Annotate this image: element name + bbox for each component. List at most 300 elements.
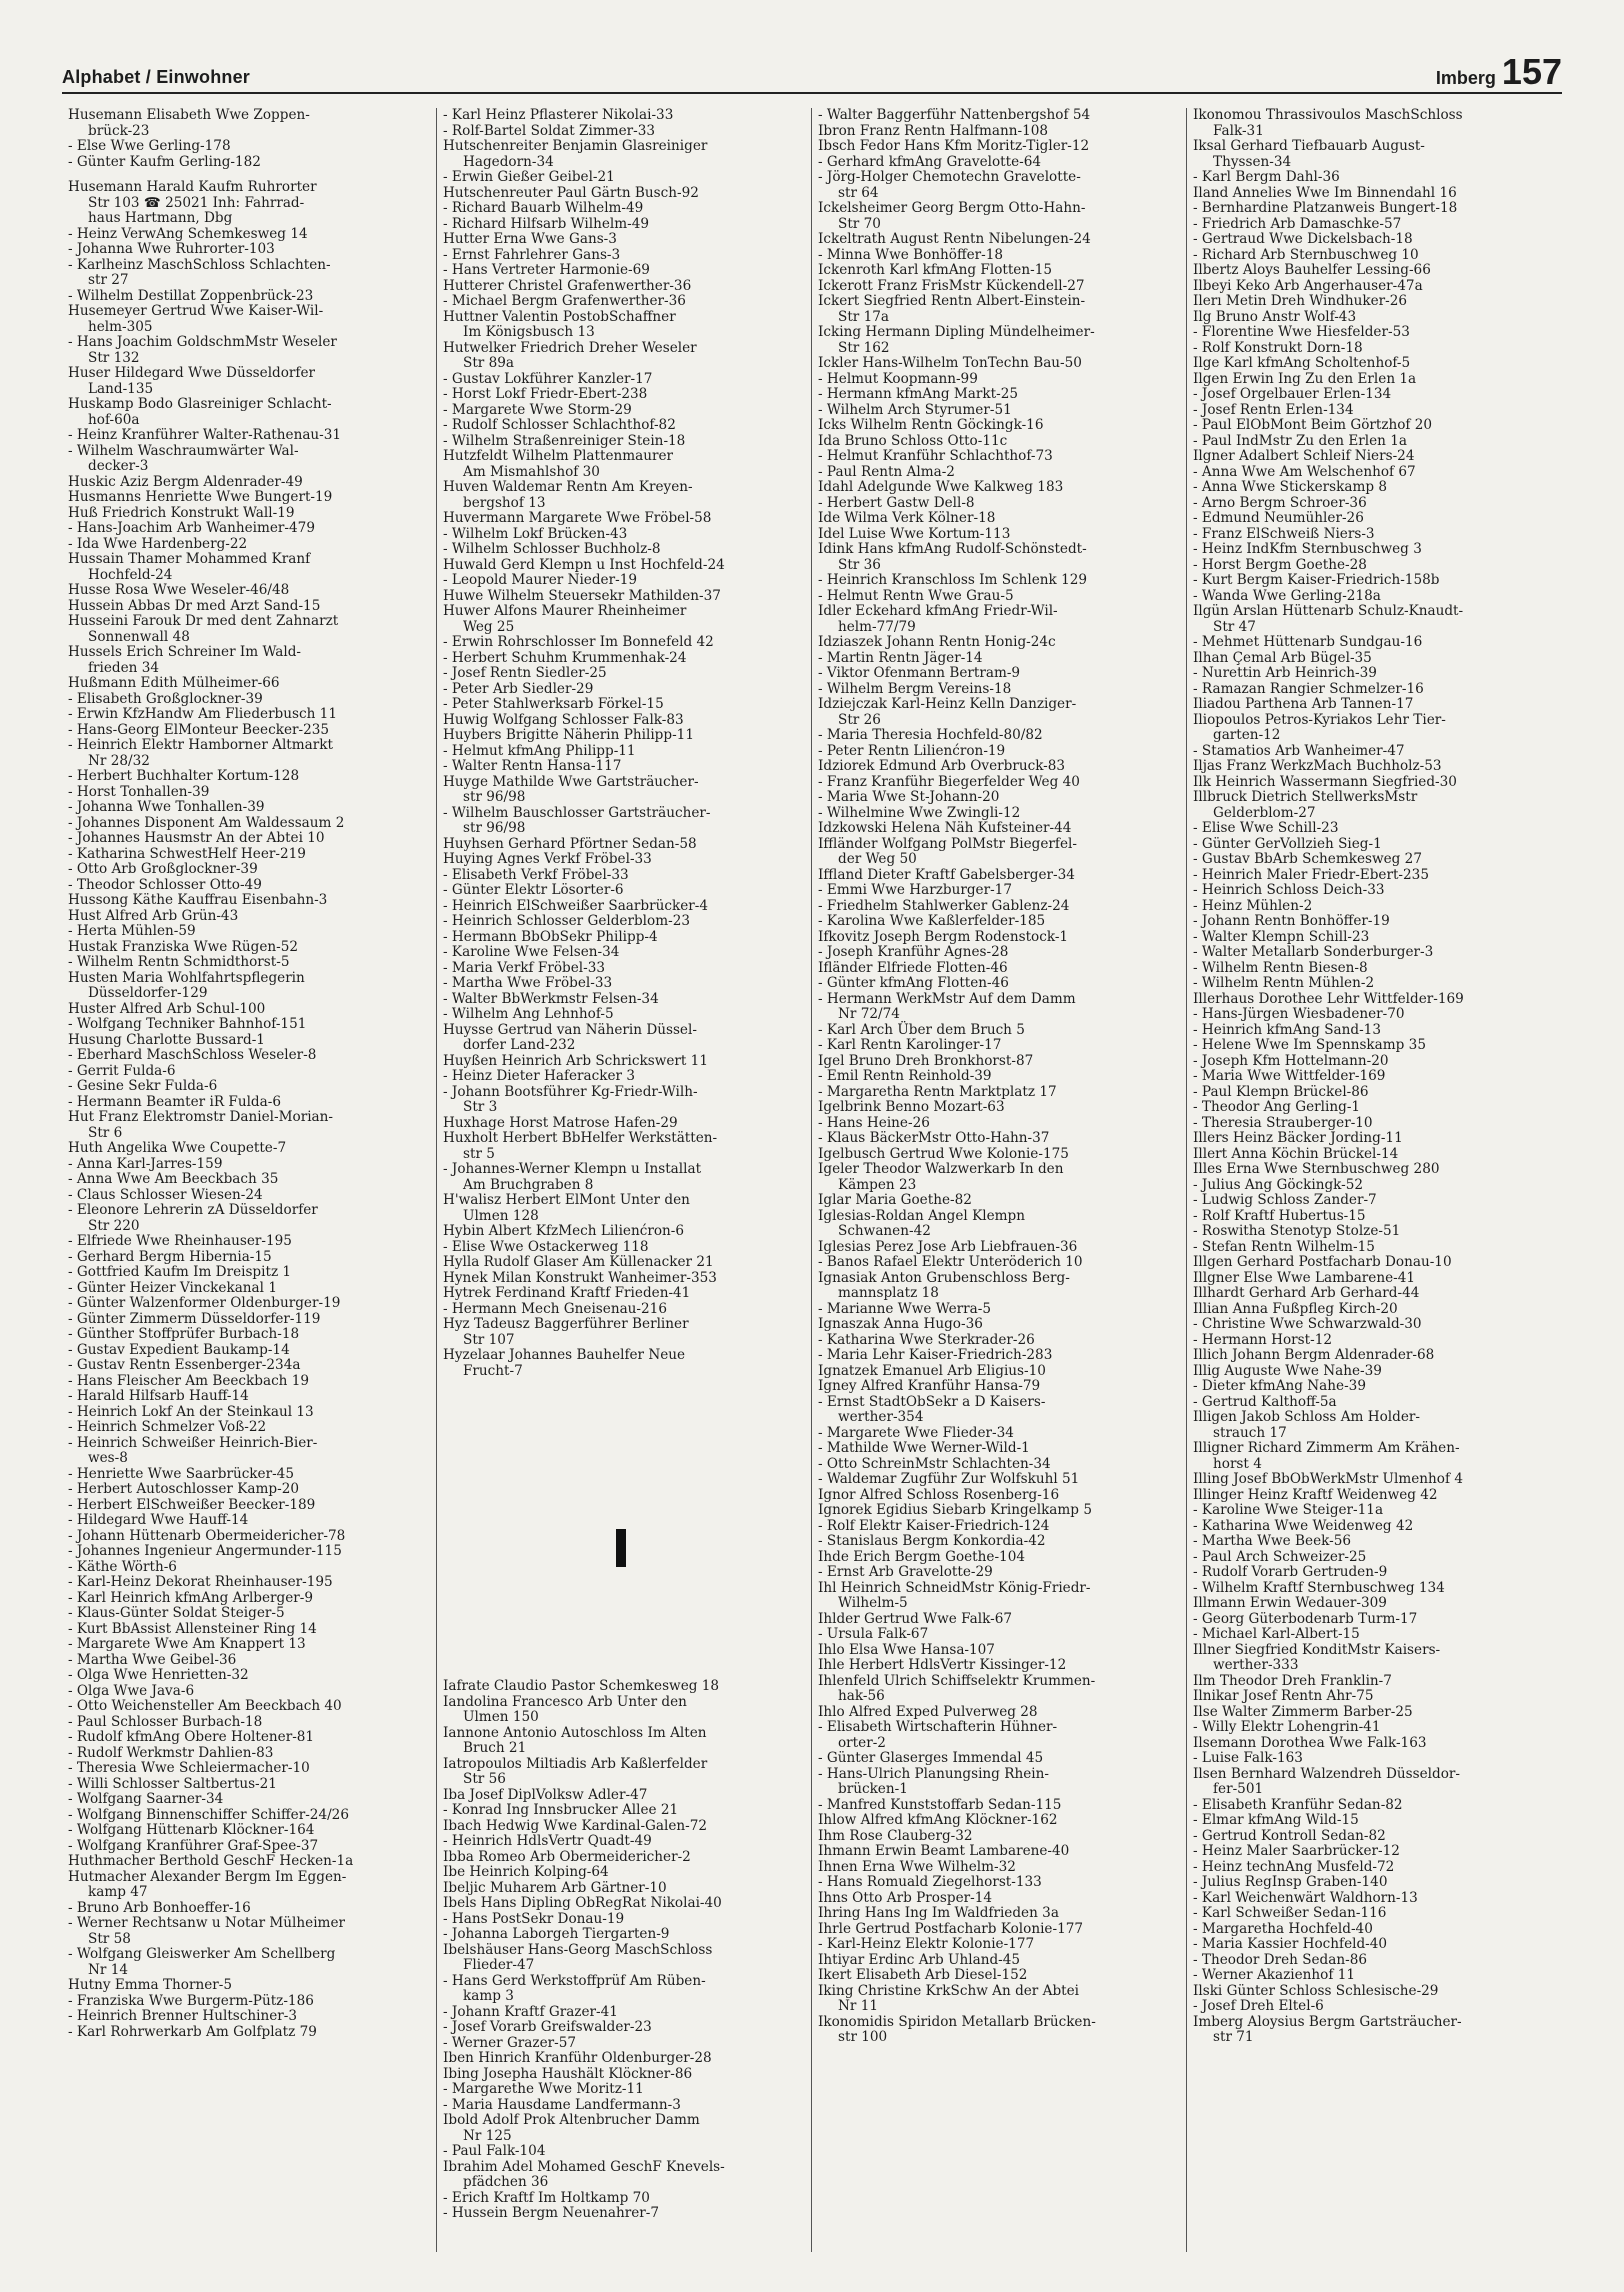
directory-entry: - Hans-Ulrich Planungsing Rhein- [818, 1765, 1049, 1782]
directory-entry: - Maria Theresia Hochfeld-80/82 [818, 727, 1043, 743]
entry-continuation: Kämpen 23 [838, 1176, 917, 1193]
directory-entry: - Manfred Kunststoffarb Sedan-115 [818, 1796, 1062, 1813]
directory-entry: - Walter Metallarb Sonderburger-3 [1193, 944, 1434, 960]
directory-entry: Ibron Franz Rentn Halfmann-108 [818, 122, 1049, 139]
directory-entry: - Richard Bauarb Wilhelm-49 [443, 200, 644, 216]
directory-entry: - Karl Weichenwärt Waldhorn-13 [1193, 1889, 1418, 1906]
entry-continuation: garten-12 [1213, 727, 1281, 743]
directory-entry: Ilgner Adalbert Schleif Niers-24 [1193, 448, 1415, 464]
directory-entry: Illgen Gerhard Postfacharb Donau-10 [1193, 1254, 1452, 1270]
directory-entry: Hussels Erich Schreiner Im Wald- [68, 644, 302, 660]
directory-entry: - Josef Orgelbauer Erlen-134 [1193, 386, 1392, 402]
page-header [62, 48, 1562, 94]
directory-entry: - Katharina Wwe Sterkrader-26 [818, 1331, 1035, 1348]
directory-entry: - Gustav Expedient Baukamp-14 [68, 1341, 290, 1358]
directory-entry: - Friedhelm Stahlwerker Gablenz-24 [818, 897, 1070, 914]
entry-continuation: Str 36 [838, 556, 881, 573]
directory-entry: Ihlow Alfred kfmAng Klöckner-162 [818, 1812, 1058, 1828]
directory-entry: - Hans Romuald Ziegelhorst-133 [818, 1874, 1042, 1890]
directory-entry: Ignor Alfred Schloss Rosenberg-16 [818, 1486, 1060, 1503]
directory-entry: Igelbusch Gertrud Wwe Kolonie-175 [818, 1145, 1069, 1162]
directory-entry: - Elmar kfmAng Wild-15 [1193, 1812, 1359, 1828]
directory-entry: - Franz Kranführ Biegerfelder Weg 40 [818, 773, 1080, 790]
directory-entry: Igel Bruno Dreh Bronkhorst-87 [818, 1052, 1034, 1069]
directory-entry: Ilse Walter Zimmerm Barber-25 [1193, 1703, 1413, 1720]
directory-entry: - Herbert ElSchweißer Beecker-189 [68, 1496, 316, 1513]
directory-entry: - Otto SchreinMstr Schlachten-34 [818, 1455, 1051, 1472]
directory-entry: Ibing Josepha Haushält Klöckner-86 [443, 2065, 693, 2082]
directory-entry: Iba Josef DiplVolksw Adler-47 [443, 1786, 648, 1803]
directory-entry: - Willy Elektr Lohengrin-41 [1193, 1719, 1381, 1735]
directory-entry: Huysse Gertrud van Näherin Düssel- [443, 1021, 697, 1038]
directory-entry: - Johanna Wwe Tonhallen-39 [68, 799, 265, 815]
directory-entry: Huwer Alfons Maurer Rheinheimer [443, 603, 687, 619]
directory-entry: - Heinrich Elektr Hamborner Altmarkt [68, 737, 333, 753]
directory-entry: Ilsemann Dorothea Wwe Falk-163 [1193, 1734, 1427, 1751]
directory-entry: - Karoline Wwe Steiger-11a [1193, 1502, 1384, 1518]
entry-continuation: str 5 [463, 1145, 495, 1162]
directory-entry: Hutzfeldt Wilhelm Plattenmaurer [443, 448, 674, 464]
directory-entry: Illes Erna Wwe Sternbuschweg 280 [1193, 1161, 1440, 1177]
directory-entry: - Karl Arch Über dem Bruch 5 [818, 1021, 1025, 1038]
entry-continuation: Str 6 [88, 1124, 123, 1141]
directory-entry: - Margarete Wwe Flieder-34 [818, 1424, 1014, 1441]
directory-entry: Huskic Aziz Bergm Aldenrader-49 [68, 473, 303, 490]
directory-entry: - Theodor Ang Gerling-1 [1193, 1099, 1361, 1115]
directory-entry: Illinger Heinz Kraftf Weidenweg 42 [1193, 1486, 1438, 1503]
directory-entry: - Emil Rentn Reinhold-39 [818, 1068, 992, 1084]
directory-entry: - Klaus-Günter Soldat Steiger-5 [68, 1605, 285, 1621]
directory-entry: Ihlenfeld Ulrich Schiffselektr Krummen- [818, 1672, 1096, 1689]
entry-continuation: brücken-1 [838, 1781, 908, 1797]
directory-entry: - Olga Wwe Henrietten-32 [68, 1667, 249, 1683]
entry-continuation: Str 220 [88, 1217, 140, 1234]
directory-entry: - Karl Rohrwerkarb Am Golfplatz 79 [68, 2023, 317, 2040]
directory-entry: - Georg Güterbodenarb Turm-17 [1193, 1610, 1418, 1627]
directory-entry: - Margarete Wwe Am Knappert 13 [68, 1636, 306, 1652]
directory-entry: - Wilhelm Ang Lehnhof-5 [443, 1006, 614, 1022]
directory-entry: Ihring Hans Ing Im Waldfrieden 3a [818, 1905, 1059, 1921]
directory-entry: - Gottfried Kaufm Im Dreispitz 1 [68, 1264, 292, 1280]
directory-entry: - Karl Bergm Dahl-36 [1193, 169, 1340, 185]
directory-entry: - Heinz VerwAng Schemkesweg 14 [68, 225, 308, 242]
directory-entry: - Ramazan Rangier Schmelzer-16 [1193, 680, 1424, 697]
directory-entry: - Gustav Lokführer Kanzler-17 [443, 370, 653, 387]
directory-entry: Iffländer Wolfgang PolMstr Biegerfel- [818, 835, 1077, 852]
directory-entry: - Roswitha Stenotyp Stolze-51 [1193, 1223, 1401, 1239]
directory-entry: - Margaretha Rentn Marktplatz 17 [818, 1083, 1057, 1100]
directory-entry: - Mathilde Wwe Werner-Wild-1 [818, 1440, 1030, 1456]
directory-entry: - Helmut Kranführ Schlachthof-73 [818, 448, 1053, 464]
directory-entry: Husseini Farouk Dr med dent Zahnarzt [68, 613, 339, 629]
directory-entry: Iglesias-Roldan Angel Klempn [818, 1207, 1025, 1224]
directory-entry: Ilbeyi Keko Arb Angerhauser-47a [1193, 277, 1423, 294]
entry-continuation: werther-354 [838, 1409, 924, 1425]
directory-entry: - Käthe Wörth-6 [68, 1558, 177, 1575]
directory-entry: Huser Hildegard Wwe Düsseldorfer [68, 365, 316, 381]
directory-entry: - Heinrich Lokf An der Steinkaul 13 [68, 1403, 314, 1420]
directory-entry: - Otto Weichensteller Am Beeckbach 40 [68, 1698, 342, 1714]
entry-continuation: helm-305 [88, 318, 153, 335]
directory-entry: - Banos Rafael Elektr Unteröderich 10 [818, 1254, 1083, 1270]
directory-entry: - Günter GerVollzieh Sieg-1 [1193, 835, 1382, 852]
directory-entry: - Heinrich Brenner Hultschiner-3 [68, 2008, 298, 2024]
directory-entry: Igelbrink Benno Mozart-63 [818, 1099, 1005, 1115]
directory-entry: - Julius Ang Göckingk-52 [1193, 1176, 1364, 1193]
directory-entry: Ida Bruno Schloss Otto-11c [818, 432, 1008, 449]
entry-continuation: werther-333 [1213, 1657, 1299, 1673]
directory-entry: Husemeyer Gertrud Wwe Kaiser-Wil- [68, 303, 324, 319]
directory-entry: - Bernhardine Platzanweis Bungert-18 [1193, 200, 1458, 216]
directory-entry: - Johanna Wwe Ruhrorter-103 [68, 241, 275, 257]
directory-entry: - Gertraud Wwe Dickelsbach-18 [1193, 231, 1413, 247]
directory-entry: Illner Siegfried KonditMstr Kaisers- [1193, 1641, 1441, 1658]
directory-entry: - Ernst Fahrlehrer Gans-3 [443, 246, 621, 263]
directory-entry: - Paul ElObMont Beim Görtzhof 20 [1193, 417, 1433, 433]
directory-entry: - Elfriede Wwe Rheinhauser-195 [68, 1233, 292, 1249]
directory-entry: Husemann Elisabeth Wwe Zoppen- [68, 108, 310, 123]
directory-entry: - Joseph Kfm Hottelmann-20 [1193, 1052, 1389, 1069]
directory-entry: Ilski Günter Schloss Schlesische-29 [1193, 1982, 1439, 1999]
entry-continuation: Str 3 [463, 1099, 498, 1115]
directory-entry: Iandolina Francesco Arb Unter den [443, 1693, 687, 1710]
directory-entry: - Herbert Buchhalter Kortum-128 [68, 768, 300, 784]
directory-entry: Ilbertz Aloys Bauhelfer Lessing-66 [1193, 262, 1431, 278]
column-4 [1187, 108, 1562, 2252]
directory-entry: - Karl-Heinz Dekorat Rheinhauser-195 [68, 1574, 333, 1590]
entry-continuation: der Weg 50 [838, 851, 917, 867]
directory-entry: Hylla Rudolf Glaser Am Küllenacker 21 [443, 1254, 714, 1270]
entry-continuation: helm-77/79 [838, 618, 916, 635]
directory-entry: - Anna Wwe Am Welschenhof 67 [1193, 463, 1416, 480]
directory-entry: - Ernst Arb Gravelotte-29 [818, 1564, 993, 1580]
directory-entry: Ilhan Çemal Arb Bügel-35 [1193, 649, 1372, 666]
directory-entry: Ibelshäuser Hans-Georg MaschSchloss [443, 1941, 713, 1958]
directory-entry: - Marianne Wwe Werra-5 [818, 1300, 991, 1317]
directory-entry: Iliadou Parthena Arb Tannen-17 [1193, 696, 1414, 712]
directory-entry: - Margarethe Wwe Moritz-11 [443, 2081, 644, 2097]
directory-entry: - Theodor Dreh Sedan-86 [1193, 1951, 1367, 1968]
entry-continuation: hof-60a [88, 411, 140, 428]
directory-entry: - Herbert Schuhm Krummenhak-24 [443, 649, 687, 666]
directory-entry: Hutny Emma Thorner-5 [68, 1977, 233, 1993]
directory-entry: Imberg Aloysius Bergm Gartsträucher- [1193, 2013, 1462, 2030]
directory-entry: - Wilhelm Bergm Vereins-18 [818, 680, 1012, 697]
directory-entry: Icking Hermann Dipling Mündelheimer- [818, 324, 1095, 340]
directory-entry: Iglar Maria Goethe-82 [818, 1192, 972, 1208]
directory-entry: - Gustav BbArb Schemkesweg 27 [1193, 851, 1422, 867]
directory-entry: - Anna Wwe Am Beeckbach 35 [68, 1171, 279, 1187]
directory-entry: Idahl Adelgunde Wwe Kalkweg 183 [818, 479, 1064, 495]
directory-entry: - Rolf Konstrukt Dorn-18 [1193, 339, 1363, 356]
directory-entry: - Hans Joachim GoldschmMstr Weseler [68, 334, 337, 350]
directory-entry: Ignorek Egidius Siebarb Kringelkamp 5 [818, 1502, 1092, 1518]
directory-entry: - Hans Heine-26 [818, 1114, 930, 1131]
directory-entry: - Stefan Rentn Wilhelm-15 [1193, 1238, 1375, 1255]
directory-entry: - Harald Hilfsarb Hauff-14 [68, 1388, 249, 1404]
directory-entry: Ihl Heinrich SchneidMstr König-Friedr- [818, 1579, 1091, 1596]
directory-entry: - Maria Kassier Hochfeld-40 [1193, 1936, 1388, 1952]
directory-entry: Illigner Richard Zimmerm Am Krähen- [1193, 1440, 1460, 1456]
directory-entry: - Heinrich Schloss Deich-33 [1193, 882, 1385, 898]
entry-continuation: Am Bruchgraben 8 [463, 1176, 594, 1193]
directory-entry: - Karl Heinz Pflasterer Nikolai-33 [443, 108, 674, 123]
entry-continuation: Flieder-47 [463, 1957, 535, 1973]
directory-entry: - Kurt Bergm Kaiser-Friedrich-158b [1193, 572, 1440, 588]
directory-entry: - Luise Falk-163 [1193, 1750, 1303, 1766]
directory-entry: - Werner Akazienhof 11 [1193, 1967, 1355, 1983]
directory-entry: Huying Agnes Verkf Fröbel-33 [443, 851, 652, 867]
entry-continuation: Frucht-7 [463, 1362, 523, 1379]
directory-entry: - Wolfgang Hüttenarb Klöckner-164 [68, 1822, 315, 1838]
entry-continuation: Str 107 [463, 1331, 515, 1348]
directory-entry: - Günther Stoffprüfer Burbach-18 [68, 1326, 300, 1342]
directory-entry: Ibrahim Adel Mohamed GeschF Knevels- [443, 2158, 725, 2175]
directory-entry: - Heinz Dieter Haferacker 3 [443, 1068, 636, 1084]
directory-entry: - Hans PostSekr Donau-19 [443, 1910, 625, 1927]
directory-entry: - Rudolf kfmAng Obere Holtener-81 [68, 1729, 315, 1745]
directory-entry: - Paul Schlosser Burbach-18 [68, 1713, 263, 1730]
directory-entry: Idziaszek Johann Rentn Honig-24c [818, 634, 1056, 650]
directory-entry: - Rudolf Schlosser Schlachthof-82 [443, 417, 676, 433]
entry-continuation: Land-135 [88, 380, 154, 397]
directory-entry: - Elisabeth Kranführ Sedan-82 [1193, 1796, 1403, 1813]
directory-entry: - Hildegard Wwe Hauff-14 [68, 1512, 249, 1528]
directory-entry: - Karoline Wwe Felsen-34 [443, 944, 620, 960]
directory-entry: - Bruno Arb Bonhoeffer-16 [68, 1899, 251, 1916]
directory-entry: Ilgen Erwin Ing Zu den Erlen 1a [1193, 370, 1417, 387]
directory-entry: - Hermann kfmAng Markt-25 [818, 386, 1019, 402]
entry-continuation: Nr 11 [838, 1998, 879, 2014]
entry-continuation: Nr 14 [88, 1961, 129, 1978]
directory-entry: - Katharina Wwe Weidenweg 42 [1193, 1517, 1414, 1534]
directory-entry: - Martha Wwe Geibel-36 [68, 1651, 237, 1668]
directory-entry: - Henriette Wwe Saarbrücker-45 [68, 1465, 294, 1482]
directory-entry: Ignasiak Anton Grubenschloss Berg- [818, 1269, 1070, 1286]
directory-entry: - Hans-Georg ElMonteur Beecker-235 [68, 721, 330, 738]
entry-continuation: Gelderblom-27 [1213, 804, 1316, 821]
directory-entry: - Hermann WerkMstr Auf dem Damm [818, 990, 1076, 1007]
directory-entry: - Johann Kraftf Grazer-41 [443, 2003, 618, 2020]
directory-entry: Husmanns Henriette Wwe Bungert-19 [68, 489, 333, 505]
directory-entry: - Rolf Elektr Kaiser-Friedrich-124 [818, 1517, 1050, 1534]
entry-continuation: Hochfeld-24 [88, 566, 173, 583]
directory-entry: - Wilhelmine Wwe Zwingli-12 [818, 804, 1021, 821]
directory-entry: Illers Heinz Bäcker Jording-11 [1193, 1130, 1403, 1146]
directory-entry: Hutwelker Friedrich Dreher Weseler [443, 339, 697, 356]
entry-continuation: frieden 34 [88, 659, 160, 676]
directory-entry: Ibba Romeo Arb Obermeidericher-2 [443, 1848, 691, 1865]
directory-entry: Iljas Franz WerkzMach Buchholz-53 [1193, 758, 1442, 774]
directory-entry: - Elisabeth Verkf Fröbel-33 [443, 866, 629, 883]
directory-entry: - Wilhelm Lokf Brücken-43 [443, 525, 628, 542]
directory-entry: - Helmut kfmAng Philipp-11 [443, 742, 636, 759]
directory-entry: Idink Hans kfmAng Rudolf-Schönstedt- [818, 541, 1087, 557]
directory-entry: Ihde Erich Bergm Goethe-104 [818, 1548, 1025, 1565]
directory-entry: Ihlder Gertrud Wwe Falk-67 [818, 1610, 1013, 1627]
directory-entry: - Johann Rentn Bonhöffer-19 [1193, 913, 1390, 929]
directory-entry: Iglesias Perez Jose Arb Liebfrauen-36 [818, 1238, 1078, 1255]
entry-continuation: Str 56 [463, 1771, 506, 1787]
entry-continuation: str 64 [838, 184, 879, 201]
directory-entry: - Wilhelm Rentn Mühlen-2 [1193, 975, 1375, 991]
directory-entry: Iking Christine KrkSchw An der Abtei [818, 1982, 1080, 1999]
directory-entry: - Gertrud Kalthoff-5a [1193, 1393, 1337, 1410]
directory-entry: - Olga Wwe Java-6 [68, 1682, 195, 1699]
entry-continuation: Schwanen-42 [838, 1223, 931, 1239]
directory-entry: - Günter Elektr Lösorter-6 [443, 882, 624, 898]
directory-entry: Hutter Erna Wwe Gans-3 [443, 231, 617, 247]
directory-entry: Ickler Hans-Wilhelm TonTechn Bau-50 [818, 355, 1082, 371]
directory-entry: - Ida Wwe Hardenberg-22 [68, 535, 248, 552]
directory-entry: - Else Wwe Gerling-178 [68, 138, 231, 154]
directory-entry: - Florentine Wwe Hiesfelder-53 [1193, 324, 1410, 340]
directory-entry: Ihnen Erna Wwe Wilhelm-32 [818, 1858, 1016, 1875]
directory-entry: - Josef Rentn Erlen-134 [1193, 401, 1354, 418]
directory-entry: Huthmacher Berthold GeschF Hecken-1a [68, 1853, 354, 1869]
directory-entry: Ihmann Erwin Beamt Lambarene-40 [818, 1843, 1070, 1859]
entry-continuation: mannsplatz 18 [838, 1285, 939, 1301]
directory-entry: Ihm Rose Clauberg-32 [818, 1827, 973, 1844]
directory-entry: Ibold Adolf Prok Altenbrucher Damm [443, 2112, 700, 2128]
directory-entry: Iland Annelies Wwe Im Binnendahl 16 [1193, 184, 1457, 201]
entry-continuation: str 71 [1213, 2029, 1254, 2045]
directory-entry: - Paul Falk-104 [443, 2143, 546, 2159]
directory-entry: - Rudolf Vorarb Gertruden-9 [1193, 1564, 1388, 1580]
directory-entry: - Franziska Wwe Burgerm-Pütz-186 [68, 1992, 314, 2009]
directory-entry: Ickerott Franz FrisMstr Kückendell-27 [818, 277, 1085, 294]
directory-entry: Huyge Mathilde Wwe Gartsträucher- [443, 773, 699, 790]
directory-entry: - Jörg-Holger Chemotechn Gravelotte- [818, 169, 1081, 185]
directory-entry: - Erwin Rohrschlosser Im Bonnefeld 42 [443, 634, 714, 650]
directory-entry: - Ursula Falk-67 [818, 1626, 929, 1642]
entry-continuation: brück-23 [88, 122, 150, 139]
directory-entry: Ibe Heinrich Kolping-64 [443, 1864, 609, 1880]
page-number: 157 [1501, 51, 1562, 92]
entry-continuation: Str 132 [88, 349, 140, 366]
directory-entry: - Emmi Wwe Harzburger-17 [818, 882, 1012, 898]
directory-entry: - Hermann Mech Gneisenau-216 [443, 1300, 667, 1317]
directory-entry: Ikonomou Thrassivoulos MaschSchloss [1193, 108, 1463, 123]
directory-entry: - Martha Wwe Fröbel-33 [443, 975, 613, 991]
directory-entry: - Viktor Ofenmann Bertram-9 [818, 665, 1021, 681]
directory-entry: - Herbert Gastw Dell-8 [818, 494, 975, 511]
entry-continuation: Str 17a [838, 308, 889, 325]
directory-entry: Ignaszak Anna Hugo-36 [818, 1316, 983, 1332]
directory-entry: - Dieter kfmAng Nahe-39 [1193, 1378, 1366, 1394]
directory-entry: - Wilhelm Waschraumwärter Wal- [68, 442, 299, 459]
directory-entry: - Heinrich ElSchweißer Saarbrücker-4 [443, 897, 708, 914]
directory-entry: - Waldemar Zugführ Zur Wolfskuhl 51 [818, 1471, 1080, 1487]
directory-entry: Husung Charlotte Bussard-1 [68, 1031, 265, 1048]
directory-entry: - Heinz Maler Saarbrücker-12 [1193, 1843, 1400, 1859]
directory-entry: Hut Franz Elektromstr Daniel-Morian- [68, 1109, 334, 1125]
directory-entry: - Margaretha Hochfeld-40 [1193, 1920, 1373, 1937]
directory-entry: - Karl-Heinz Elektr Kolonie-177 [818, 1936, 1035, 1952]
directory-entry: - Helene Wwe Im Spennskamp 35 [1193, 1037, 1426, 1053]
directory-entry: - Hermann Beamter iR Fulda-6 [68, 1093, 281, 1110]
directory-entry: - Paul Klempn Brückel-86 [1193, 1083, 1369, 1100]
directory-entry: - Hermann BbObSekr Philipp-4 [443, 928, 658, 945]
directory-entry: - Heinrich Maler Friedr-Ebert-235 [1193, 866, 1429, 883]
directory-entry: Husse Rosa Wwe Weseler-46/48 [68, 582, 290, 598]
directory-entry: Ignatzek Emanuel Arb Eligius-10 [818, 1362, 1046, 1379]
directory-entry: - Helmut Rentn Wwe Grau-5 [818, 587, 1014, 604]
directory-entry: - Josef Dreh Eltel-6 [1193, 1998, 1324, 2014]
directory-entry: Ihrle Gertrud Postfacharb Kolonie-177 [818, 1920, 1084, 1937]
directory-entry: - Helmut Koopmann-99 [818, 370, 978, 387]
directory-entry: Illgner Else Wwe Lambarene-41 [1193, 1269, 1416, 1286]
directory-entry: Ikert Elisabeth Arb Diesel-152 [818, 1967, 1028, 1983]
directory-entry: Huybers Brigitte Näherin Philipp-11 [443, 727, 694, 743]
entry-continuation: bergshof 13 [463, 494, 546, 511]
directory-entry: Ilm Theodor Dreh Franklin-7 [1193, 1672, 1392, 1689]
directory-entry: Ilnikar Josef Rentn Ahr-75 [1193, 1688, 1374, 1704]
entry-continuation: fer-501 [1213, 1781, 1264, 1797]
directory-entry: Ibeljic Muharem Arb Gärtner-10 [443, 1879, 667, 1896]
directory-entry: - Rolf Kraftf Hubertus-15 [1193, 1207, 1366, 1224]
entry-continuation: wes-8 [88, 1450, 128, 1466]
directory-entry: - Stamatios Arb Wanheimer-47 [1193, 742, 1405, 759]
directory-entry: - Richard Hilfsarb Wilhelm-49 [443, 215, 650, 232]
directory-entry: - Katharina SchwestHelf Heer-219 [68, 845, 306, 862]
directory-entry: - Wilhelm Destillat Zoppenbrück-23 [68, 287, 314, 304]
directory-entry: Ide Wilma Verk Kölner-18 [818, 510, 996, 526]
directory-entry: Huster Alfred Arb Schul-100 [68, 1000, 266, 1017]
directory-entry: - Günter Walzenformer Oldenburger-19 [68, 1295, 341, 1311]
directory-entry: - Hermann Horst-12 [1193, 1331, 1333, 1348]
directory-entry: Ilk Heinrich Wassermann Siegfried-30 [1193, 773, 1457, 790]
directory-entry: Iatropoulos Miltiadis Arb Kaßlerfelder [443, 1755, 708, 1772]
directory-entry: - Johannes Hausmstr An der Abtei 10 [68, 830, 325, 846]
running-head-word: Imberg [1435, 68, 1496, 88]
directory-entry: - Maria Wwe St-Johann-20 [818, 789, 1000, 805]
directory-entry: - Minna Wwe Bonhöffer-18 [818, 246, 1004, 263]
entry-continuation: str 96/98 [463, 820, 526, 836]
directory-entry: - Walter Rentn Hansa-117 [443, 758, 622, 774]
directory-entry: - Karolina Wwe Kaßlerfelder-185 [818, 913, 1046, 929]
directory-entry: Hutschenreiter Benjamin Glasreiniger [443, 138, 708, 154]
directory-entry: - Heinz technAng Musfeld-72 [1193, 1858, 1395, 1875]
directory-entry: Iben Hinrich Kranführ Oldenburger-28 [443, 2050, 712, 2066]
entry-continuation: str 100 [838, 2029, 888, 2045]
entry-continuation: Sonnenwall 48 [88, 628, 190, 645]
directory-entry: Ikonomidis Spiridon Metallarb Brücken- [818, 2013, 1096, 2030]
entry-continuation: Str 162 [838, 339, 890, 356]
directory-entry: - Wilhelm Kraftf Sternbuschweg 134 [1193, 1579, 1445, 1596]
directory-entry: Ifkovitz Joseph Bergm Rodenstock-1 [818, 928, 1069, 945]
directory-entry: - Johann Hüttenarb Obermeidericher-78 [68, 1527, 346, 1544]
directory-entry: - Heinrich kfmAng Sand-13 [1193, 1021, 1381, 1038]
directory-entry: - Michael Bergm Grafenwerther-36 [443, 293, 686, 309]
directory-entry: - Willi Schlosser Saltbertus-21 [68, 1775, 277, 1792]
directory-entry: Husemann Harald Kaufm Ruhrorter [68, 179, 317, 195]
directory-entry: - Wolfgang Kranführer Graf-Spee-37 [68, 1837, 319, 1854]
directory-entry: - Heinrich Schweißer Heinrich-Bier- [68, 1434, 318, 1451]
directory-entry: Idzkowski Helena Näh Kufsteiner-44 [818, 820, 1072, 836]
directory-entry: Hutterer Christel Grafenwerther-36 [443, 277, 692, 294]
directory-entry: Illbruck Dietrich StellwerksMstr [1193, 789, 1418, 805]
directory-entry: Ihlo Elsa Wwe Hansa-107 [818, 1641, 995, 1658]
entry-continuation: Nr 72/74 [838, 1006, 900, 1022]
directory-entry: Iannone Antonio Autoschloss Im Alten [443, 1724, 707, 1741]
directory-entry: Hutschenreuter Paul Gärtn Busch-92 [443, 184, 699, 201]
directory-entry: Illian Anna Fußpfleg Kirch-20 [1193, 1300, 1398, 1317]
directory-entry: Ibels Hans Dipling ObRegRat Nikolai-40 [443, 1895, 722, 1911]
directory-entry: - Hans Fleischer Am Beeckbach 19 [68, 1372, 310, 1389]
directory-entry: - Erich Kraftf Im Holtkamp 70 [443, 2189, 650, 2206]
entry-continuation: Bruch 21 [463, 1740, 527, 1756]
